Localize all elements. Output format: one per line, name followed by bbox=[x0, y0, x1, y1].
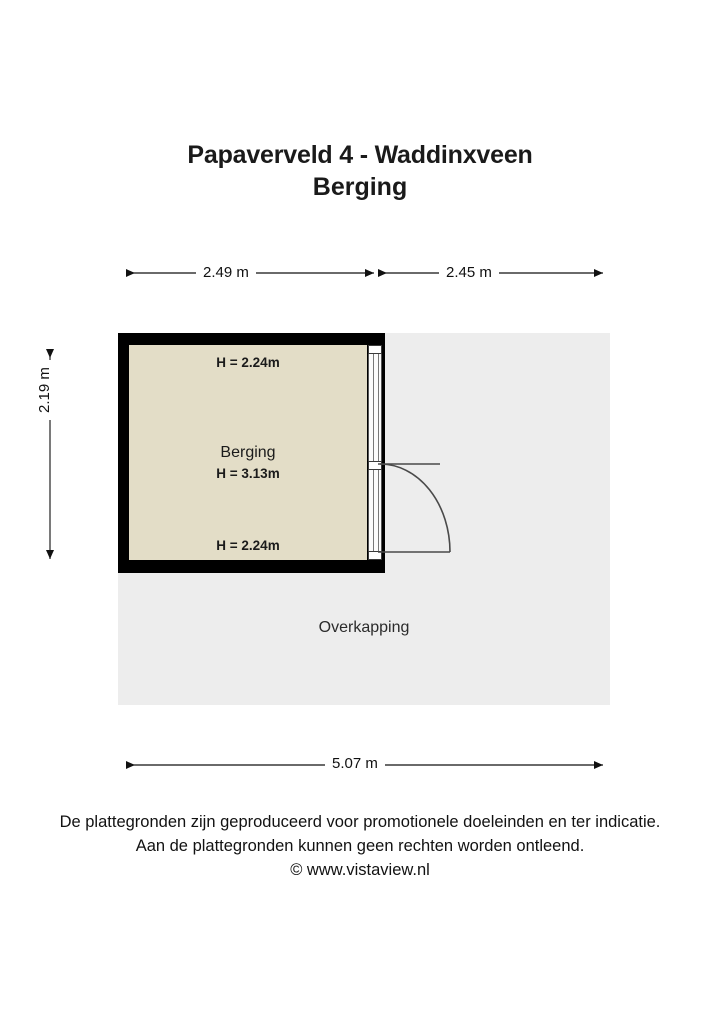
room-berging-ceiling-bottom-label: H = 2.24m bbox=[216, 538, 280, 553]
room-berging-name: Berging bbox=[220, 444, 276, 461]
area-overkapping-label: Overkapping bbox=[318, 619, 410, 636]
footer-disclaimer bbox=[0, 810, 720, 882]
dimension-bottom: 5.07 m bbox=[325, 755, 385, 772]
footer-line-1: De plattegronden zijn geproduceerd voor promotionele doeleinden en ter indicatie. bbox=[59, 813, 661, 831]
dimension-top-right: 2.45 m bbox=[439, 264, 499, 281]
title-address: Papaverveld 4 - Waddinxveen bbox=[187, 141, 533, 169]
room-berging-ceiling-top-label: H = 2.24m bbox=[216, 355, 280, 370]
room-berging-height-label: H = 3.13m bbox=[216, 466, 280, 481]
door-swing-icon bbox=[378, 462, 458, 554]
door-jamb-top bbox=[368, 345, 382, 354]
dimension-top-left: 2.49 m bbox=[196, 264, 256, 281]
title-subtitle: Berging bbox=[312, 173, 408, 201]
footer-line-2: Aan de plattegronden kunnen geen rechten worden ontleend. bbox=[135, 837, 585, 855]
footer-copyright: © www.vistaview.nl bbox=[290, 861, 430, 879]
dimension-left: 2.19 m bbox=[32, 360, 57, 420]
